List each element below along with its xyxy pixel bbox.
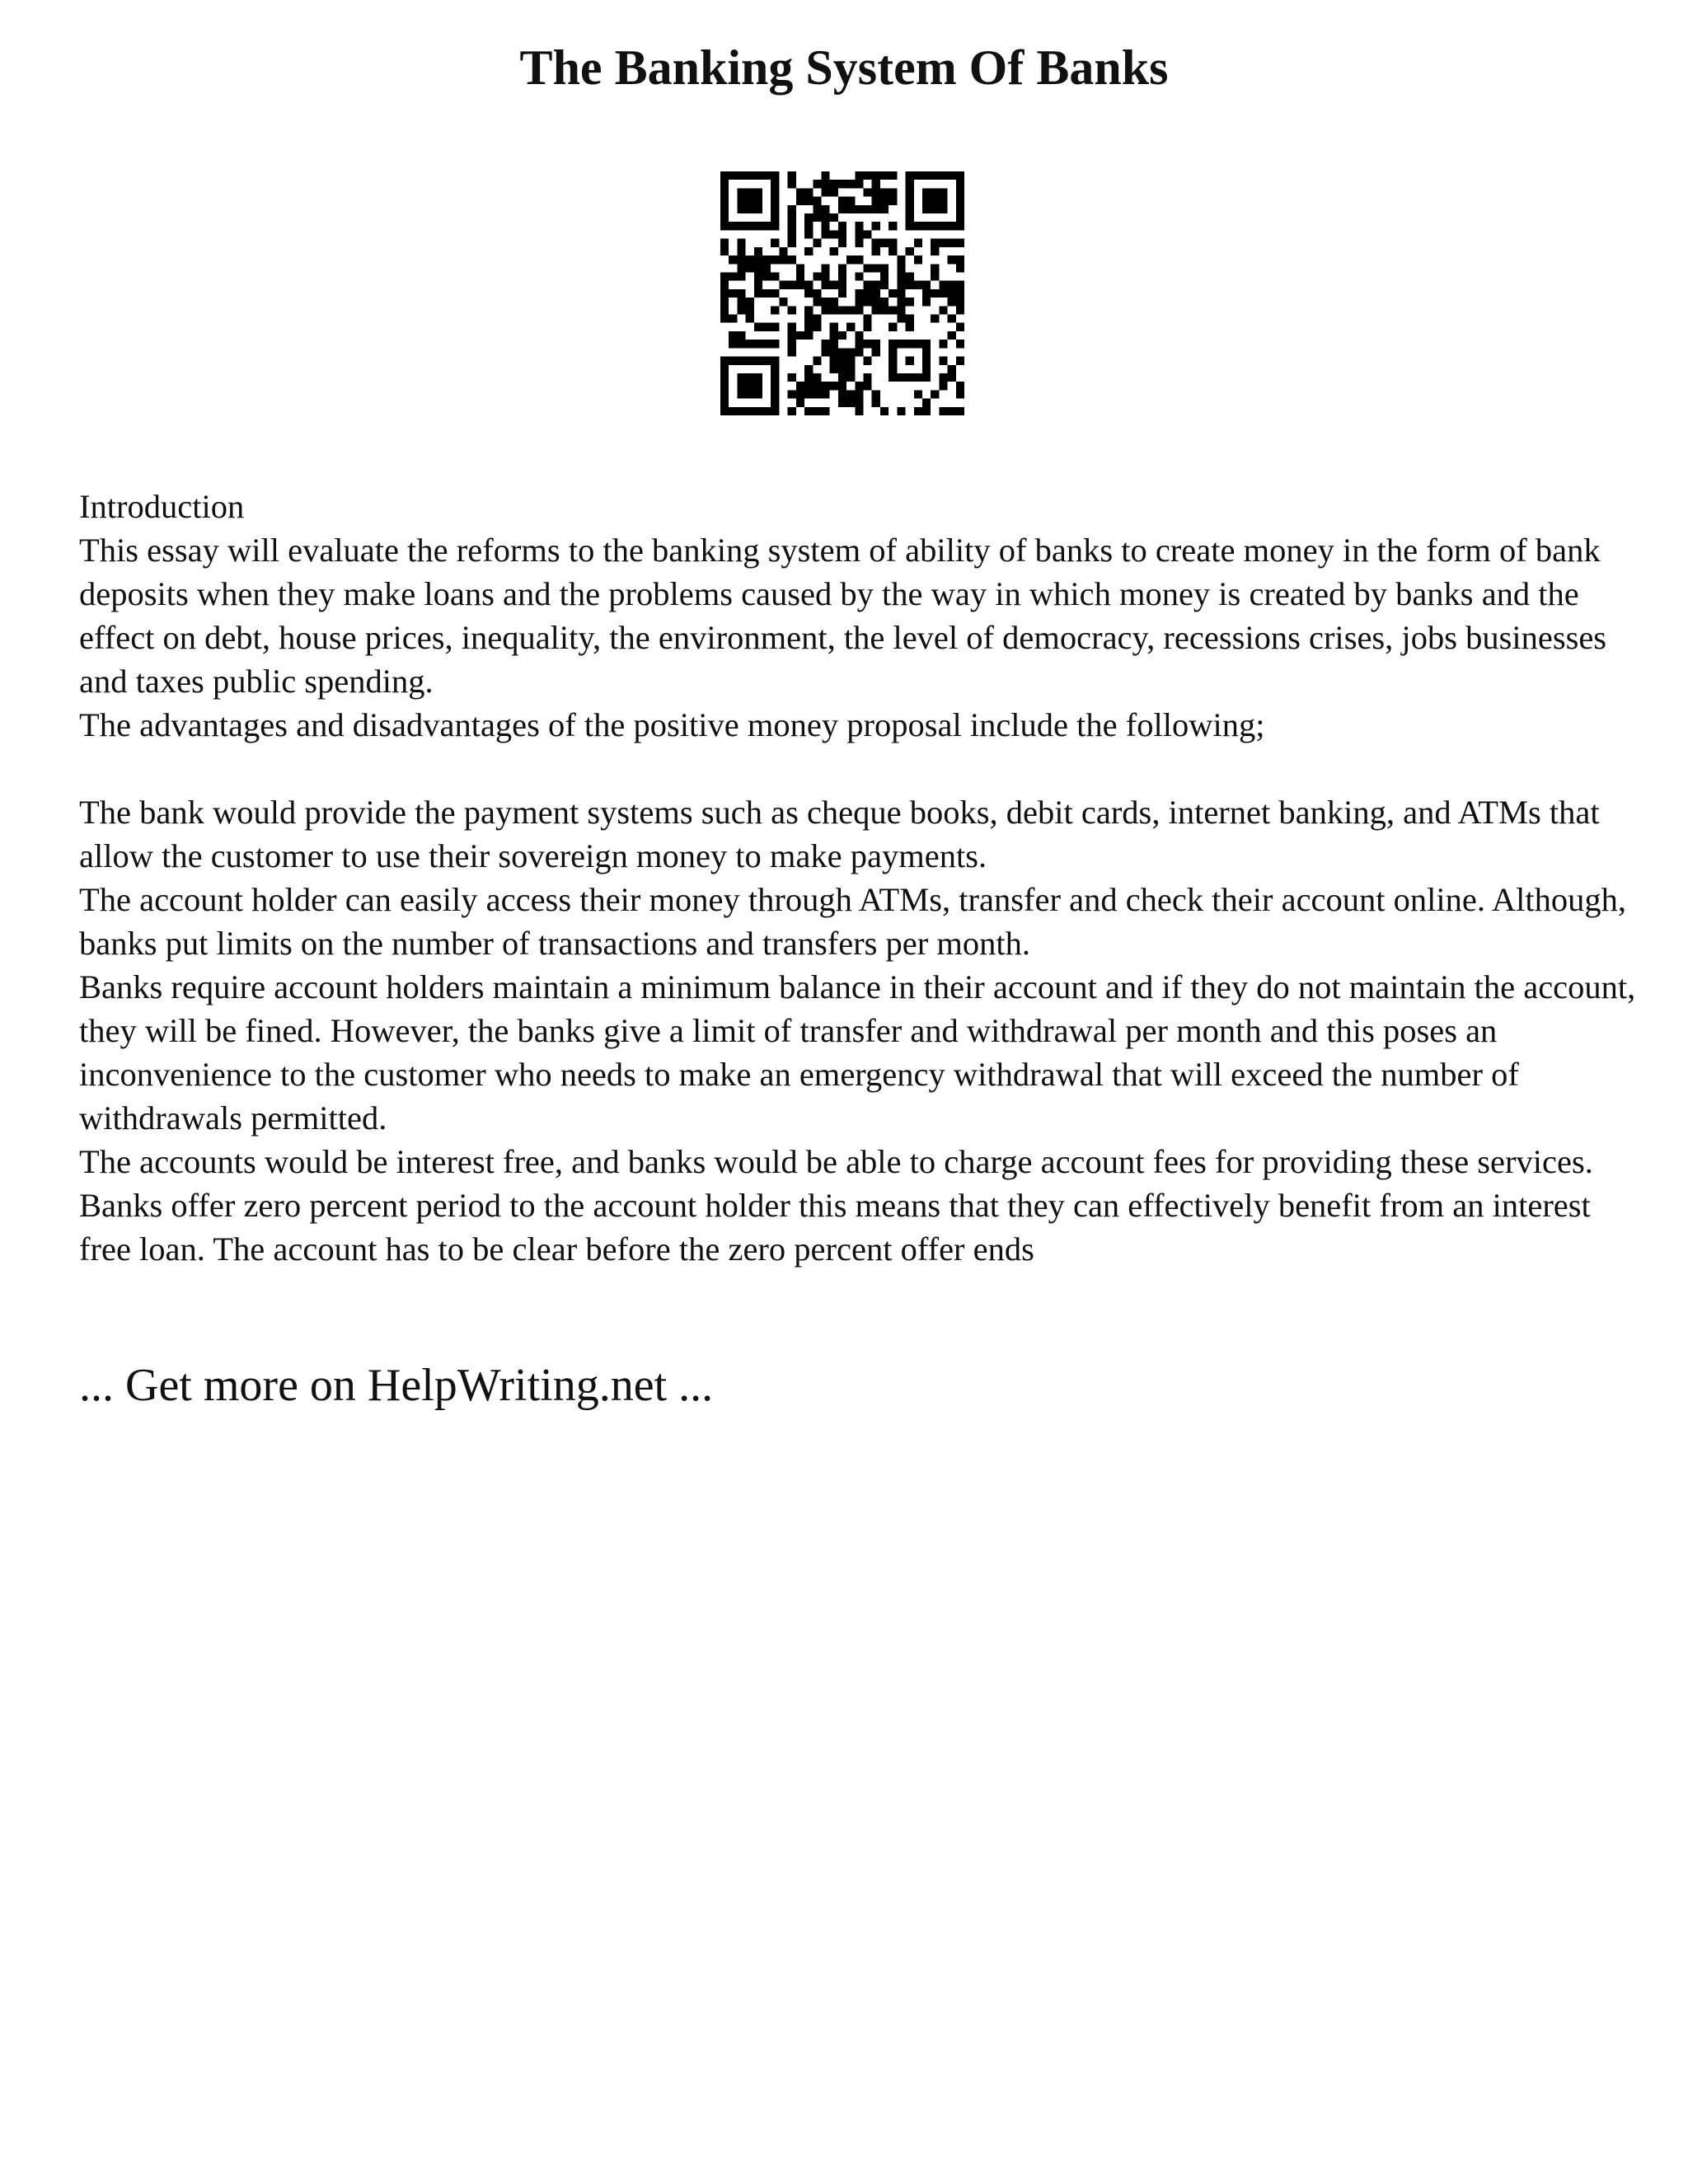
document-title: The Banking System Of Banks — [519, 40, 1169, 95]
paragraph-2: The advantages and disadvantages of the positive money proposal include the following; — [79, 706, 1265, 743]
paragraph-7: Banks offer zero percent period to the account holder this means that they can effectively benefit from an interest free loan. The account has to be clear before the zero percent offer ends — [79, 1187, 1599, 1268]
paragraph-4: The account holder can easily access their money through ATMs, transfer and check their account online. Although, banks put limits on the number of transactions and transfers per month. — [79, 881, 1635, 962]
paragraph-1: This essay will evaluate the reforms to the banking system of ability of banks to create money in the form of bank deposits when they make loans and the problems caused by the way in which money is created by banks and the effect on debt, house prices, inequality, the environment, the level of democracy, recessions crises, jobs businesses and taxes public spending. — [79, 532, 1615, 700]
paragraph-6: The accounts would be interest free, and banks would be able to charge account fees for providing these services. — [79, 1143, 1593, 1180]
paragraph-spacer — [79, 747, 1645, 790]
section-heading-introduction: Introduction — [79, 488, 245, 525]
document-body — [79, 485, 1645, 1271]
get-more-link[interactable]: ... Get more on HelpWriting.net ... — [79, 1360, 714, 1411]
qr-code-image — [720, 171, 964, 415]
paragraph-5: Banks require account holders maintain a minimum balance in their account and if they do not maintain the account, they will be fined. However, the banks give a limit of transfer and withdrawal per month and this poses an inconvenience to the customer who needs to make an emergency withdrawal that will exceed the number of withdrawals permitted. — [79, 968, 1644, 1137]
paragraph-3: The bank would provide the payment systems such as cheque books, debit cards, internet banking, and ATMs that allow the customer to use their sovereign money to make payments. — [79, 794, 1608, 874]
